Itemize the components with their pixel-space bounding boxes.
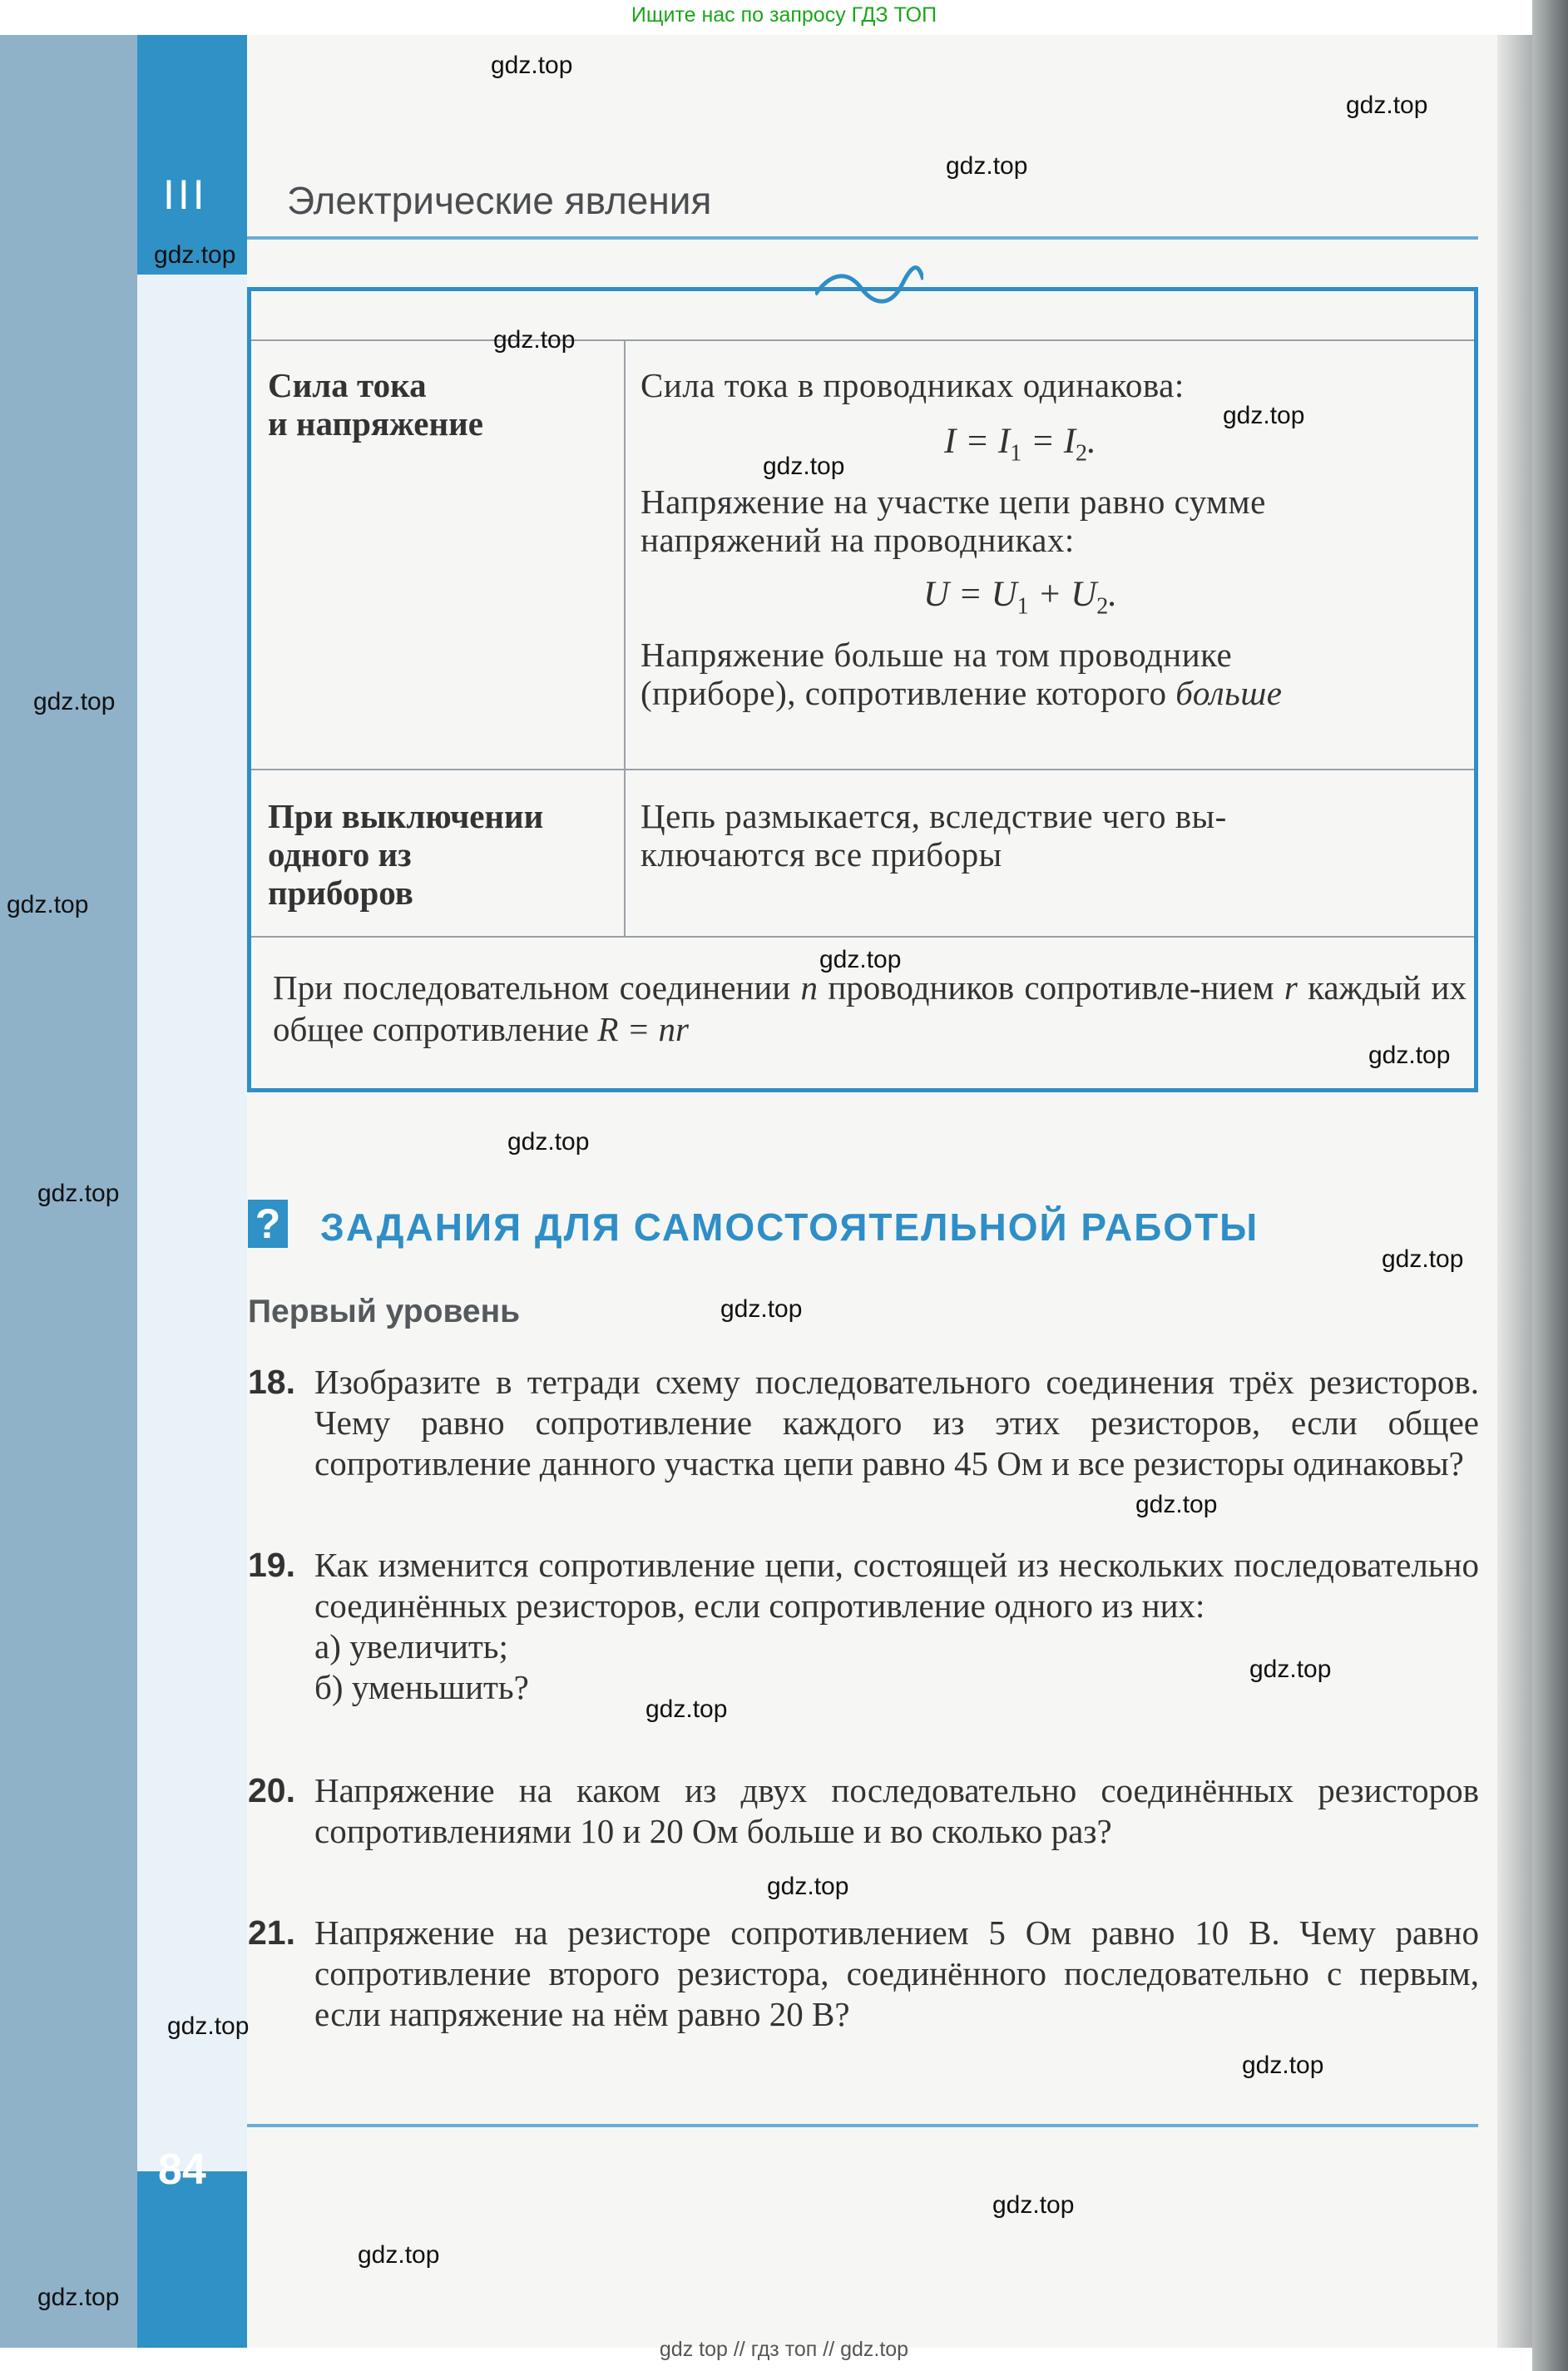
row2-text-line1: Цепь размыкается, вследствие чего вы- bbox=[641, 797, 1227, 835]
site-watermark: gdz.top bbox=[507, 1128, 590, 1156]
tasks-heading: ЗАДАНИЯ ДЛЯ САМОСТОЯТЕЛЬНОЙ РАБОТЫ bbox=[320, 1205, 1259, 1249]
site-watermark: gdz.top bbox=[720, 1295, 803, 1323]
task-option-a: а) увеличить; bbox=[314, 1627, 508, 1666]
site-watermark: gdz.top bbox=[1223, 402, 1305, 429]
site-watermark: gdz.top bbox=[358, 2241, 440, 2269]
page-number: 84 bbox=[158, 2146, 206, 2194]
section-title: Электрические явления bbox=[287, 179, 712, 222]
task-number: 19. bbox=[248, 1546, 295, 1584]
task-number: 21. bbox=[248, 1913, 295, 1952]
site-watermark: gdz.top bbox=[1242, 2052, 1324, 2079]
row1-text-line1: Сила тока в проводниках одинакова: bbox=[641, 366, 1185, 404]
site-watermark: gdz.top bbox=[763, 453, 845, 480]
site-watermark: gdz.top bbox=[37, 2284, 120, 2311]
site-watermark: gdz.top bbox=[167, 2012, 250, 2040]
site-watermark: gdz.top bbox=[992, 2191, 1075, 2219]
site-watermark: gdz.top bbox=[493, 326, 576, 354]
site-watermark: gdz.top bbox=[7, 891, 89, 918]
table-wave-decoration bbox=[815, 263, 923, 313]
task-option-b: б) уменьшить? bbox=[314, 1668, 529, 1706]
row1-text-line5: (приборе), сопротивление которого больше bbox=[641, 674, 1283, 712]
row2-text-line2: ключаются все приборы bbox=[641, 835, 1002, 874]
task-text: Как изменится сопротивление цепи, состоящей из нескольких последовательно соединённых резисторов, если сопротивление одного из них: bbox=[314, 1546, 1479, 1625]
tab-band-fade bbox=[137, 275, 250, 2171]
task-text: Напряжение на резисторе сопротивлением 5 Ом равно 10 В. Чему равно сопротивление второго резистора, соединённого последовательно с первым, если напряжение на нём равно 20 В? bbox=[314, 1913, 1479, 2033]
site-watermark: gdz.top bbox=[1382, 1245, 1464, 1273]
table-row-divider bbox=[251, 769, 1474, 770]
row1-text-line4: Напряжение больше на том проводнике bbox=[641, 636, 1233, 674]
task-text: Изобразите в тетради схему последовательного соединения трёх резисторов. Чему равно сопротивление каждого из этих резисторов, если общее сопротивление данного участка цепи равно 45 Ом и все резисторы одинаковы? bbox=[314, 1363, 1479, 1482]
table-column-divider bbox=[624, 339, 626, 936]
section-number: III bbox=[163, 171, 208, 218]
site-watermark: gdz.top bbox=[819, 946, 902, 973]
question-icon: ? bbox=[248, 1200, 288, 1248]
site-watermark: gdz.top bbox=[33, 688, 116, 715]
table-note: При последовательном соединении n проводников сопротивле-нием r каждый их общее сопротивление R = nr bbox=[273, 968, 1467, 1048]
footer-divider bbox=[247, 2124, 1478, 2127]
table-header-line bbox=[251, 339, 1474, 341]
bottom-watermark[interactable]: gdz top // гдз топ // gdz.top bbox=[659, 2338, 909, 2361]
book-fold-shadow bbox=[1532, 0, 1568, 2371]
site-watermark: gdz.top bbox=[154, 241, 236, 269]
task-text: Напряжение на каком из двух последовательно соединённых резисторов сопротивлениями 10 и 20 Ом больше и во сколько раз? bbox=[314, 1771, 1479, 1850]
site-watermark: gdz.top bbox=[946, 152, 1028, 180]
site-watermark: gdz.top bbox=[37, 1180, 120, 1207]
row1-text-line2: Напряжение на участке цепи равно сумме bbox=[641, 483, 1266, 521]
top-search-banner[interactable]: Ищите нас по запросу ГДЗ ТОП bbox=[631, 3, 937, 27]
header-divider bbox=[247, 236, 1478, 240]
site-watermark: gdz.top bbox=[1135, 1491, 1218, 1518]
site-watermark: gdz.top bbox=[1249, 1656, 1332, 1683]
formula-current: $I = I_1 = I_2$. bbox=[944, 422, 1096, 467]
formula-voltage: $U = U_1 + U_2$. bbox=[923, 575, 1117, 620]
site-watermark: gdz.top bbox=[1346, 92, 1428, 119]
row1-text-line3: напряжений на проводниках: bbox=[641, 521, 1075, 559]
site-watermark: gdz.top bbox=[767, 1873, 849, 1900]
row2-label-line3: приборов bbox=[268, 874, 413, 912]
task-number: 18. bbox=[248, 1363, 295, 1401]
row2-label-line2: одного из bbox=[268, 835, 412, 874]
site-watermark: gdz.top bbox=[646, 1695, 728, 1723]
level-heading: Первый уровень bbox=[248, 1294, 521, 1329]
site-watermark: gdz.top bbox=[1368, 1042, 1451, 1069]
row2-label-line1: При выключении bbox=[268, 797, 544, 835]
table-note-divider bbox=[251, 936, 1474, 938]
task-number: 20. bbox=[248, 1771, 295, 1809]
site-watermark: gdz.top bbox=[491, 52, 573, 79]
row1-label-line2: и напряжение bbox=[268, 404, 483, 443]
row1-label-line1: Сила тока bbox=[268, 366, 427, 404]
